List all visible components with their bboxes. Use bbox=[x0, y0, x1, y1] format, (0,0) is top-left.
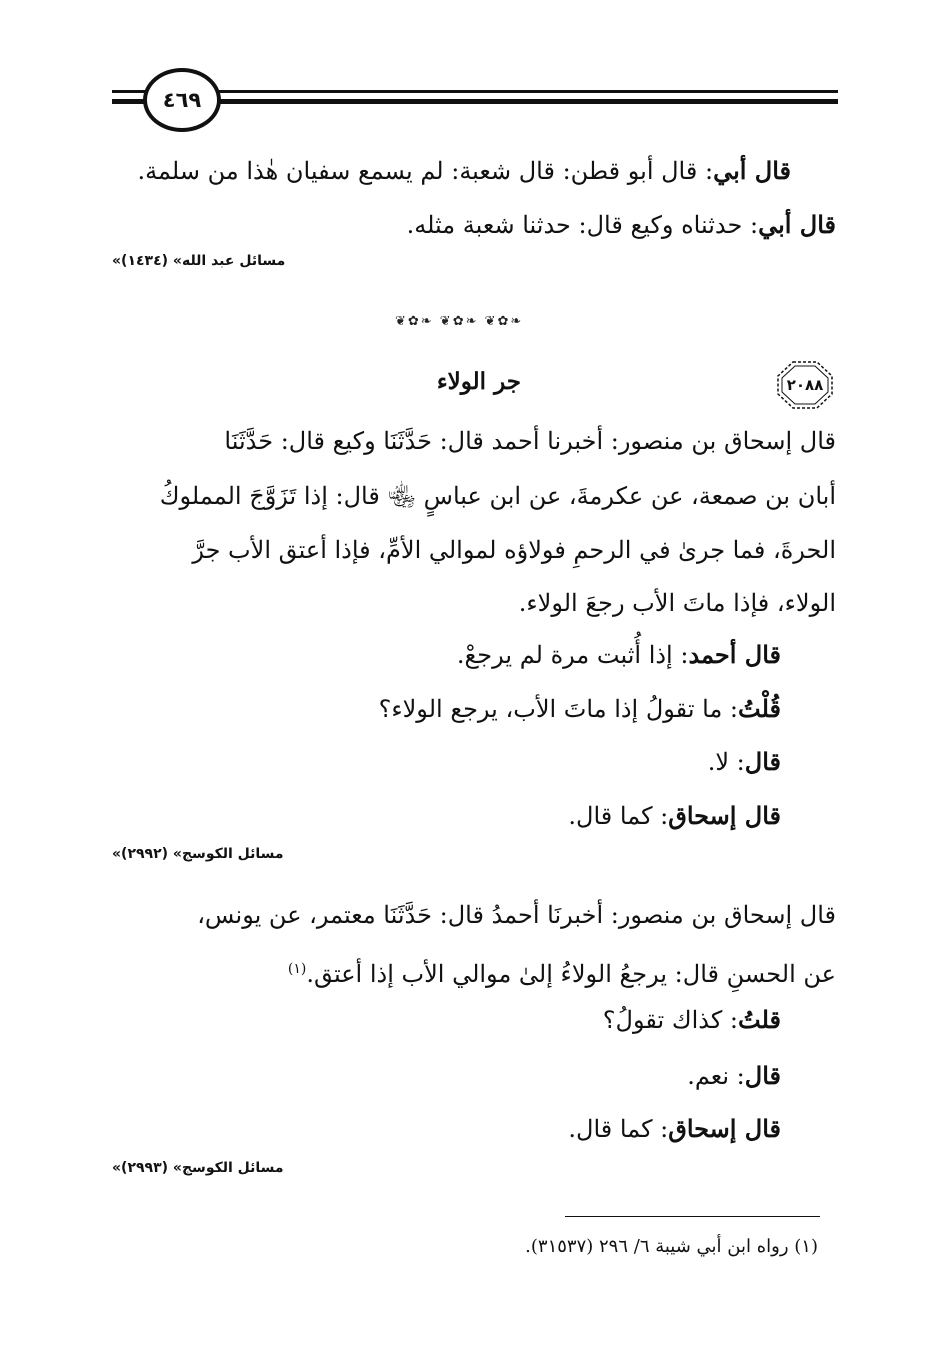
para-line: أبان بن صمعة، عن عكرمةَ، عن ابن عباسٍ ﵄ قال: إذا تَزَوَّجَ المملوكُ bbox=[159, 482, 836, 510]
text-line bbox=[138, 154, 791, 188]
footnote-marker: (١) bbox=[794, 1236, 818, 1257]
line-text: : حدثناه وكيع قال: حدثنا شعبة مثله. bbox=[406, 211, 759, 239]
speaker-label: قلتُ bbox=[738, 1005, 781, 1034]
speaker-label: قُلْتُ bbox=[738, 694, 781, 723]
para-line bbox=[288, 952, 836, 991]
speaker-label: قال bbox=[744, 1061, 781, 1090]
speaker-label: قال أبي bbox=[758, 210, 836, 239]
speaker-label: قال إسحاق bbox=[668, 1114, 781, 1143]
qa-line bbox=[379, 692, 781, 726]
footnote bbox=[525, 1236, 818, 1257]
speaker-label: قال أبي bbox=[713, 156, 791, 185]
line-text: عن الحسنِ قال: يرجعُ الولاءُ إلىٰ موالي الأب إذا أعتق. bbox=[306, 960, 836, 988]
para-line: الولاء، فإذا ماتَ الأب رجعَ الولاء. bbox=[518, 589, 836, 617]
speaker-label: قال bbox=[744, 747, 781, 776]
chapter-number: ٢٠٨٨ bbox=[786, 376, 824, 394]
qa-line bbox=[687, 1059, 781, 1093]
speaker-label: قال أحمد bbox=[688, 640, 781, 669]
qa-line bbox=[568, 1112, 781, 1146]
chapter-title: جر الولاء bbox=[436, 368, 521, 395]
qa-line bbox=[708, 745, 781, 779]
line-text: : كما قال. bbox=[568, 802, 669, 830]
footnote-text: رواه ابن أبي شيبة ٦/ ٢٩٦ (٣١٥٣٧). bbox=[525, 1236, 789, 1257]
line-text: : كذاك تقولُ؟ bbox=[602, 1006, 739, 1034]
page-number-badge bbox=[143, 68, 221, 132]
qa-line bbox=[603, 1003, 781, 1037]
para-line: قال إسحاق بن منصور: أخبرنا أحمد قال: حَدَّثَنَا وكيع قال: حَدَّثَنَا bbox=[224, 427, 836, 455]
source-citation: «مسائل الكوسج» (٢٩٩٢) bbox=[112, 846, 284, 862]
para-line: قال إسحاق بن منصور: أخبرنَا أحمدُ قال: حَدَّثَنَا معتمر، عن يونس، bbox=[197, 901, 836, 929]
speaker-label: قال إسحاق bbox=[668, 801, 781, 830]
footnote-separator bbox=[565, 1216, 820, 1217]
line-text: : قال أبو قطن: قال شعبة: لم يسمع سفيان هٰذا من سلمة. bbox=[137, 157, 714, 185]
line-text: : إذا أُثبت مرة لم يرجعْ. bbox=[456, 641, 689, 669]
source-citation: «مسائل عبد الله» (١٤٣٤) bbox=[112, 253, 286, 269]
line-text: : ما تقولُ إذا ماتَ الأب، يرجع الولاء؟ bbox=[378, 695, 739, 723]
line-text: : كما قال. bbox=[568, 1115, 669, 1143]
line-text: : نعم. bbox=[687, 1062, 745, 1090]
footnote-ref: (١) bbox=[287, 961, 307, 977]
text-line bbox=[407, 208, 836, 242]
header-rule-top bbox=[112, 90, 838, 93]
qa-line bbox=[457, 638, 781, 672]
source-citation: «مسائل الكوسج» (٢٩٩٣) bbox=[112, 1160, 284, 1176]
page-number: ٤٦٩ bbox=[162, 88, 202, 112]
qa-line bbox=[568, 799, 781, 833]
line-text: : لا. bbox=[707, 748, 745, 776]
ornament-divider: ❦✿❧ ❦✿❧ ❦✿❧ bbox=[395, 314, 524, 329]
chapter-number-badge bbox=[776, 360, 834, 410]
para-line: الحرةَ، فما جرىٰ في الرحمِ فولاؤه لموالي الأمِّ، فإذا أعتق الأب جرَّ bbox=[192, 536, 836, 564]
